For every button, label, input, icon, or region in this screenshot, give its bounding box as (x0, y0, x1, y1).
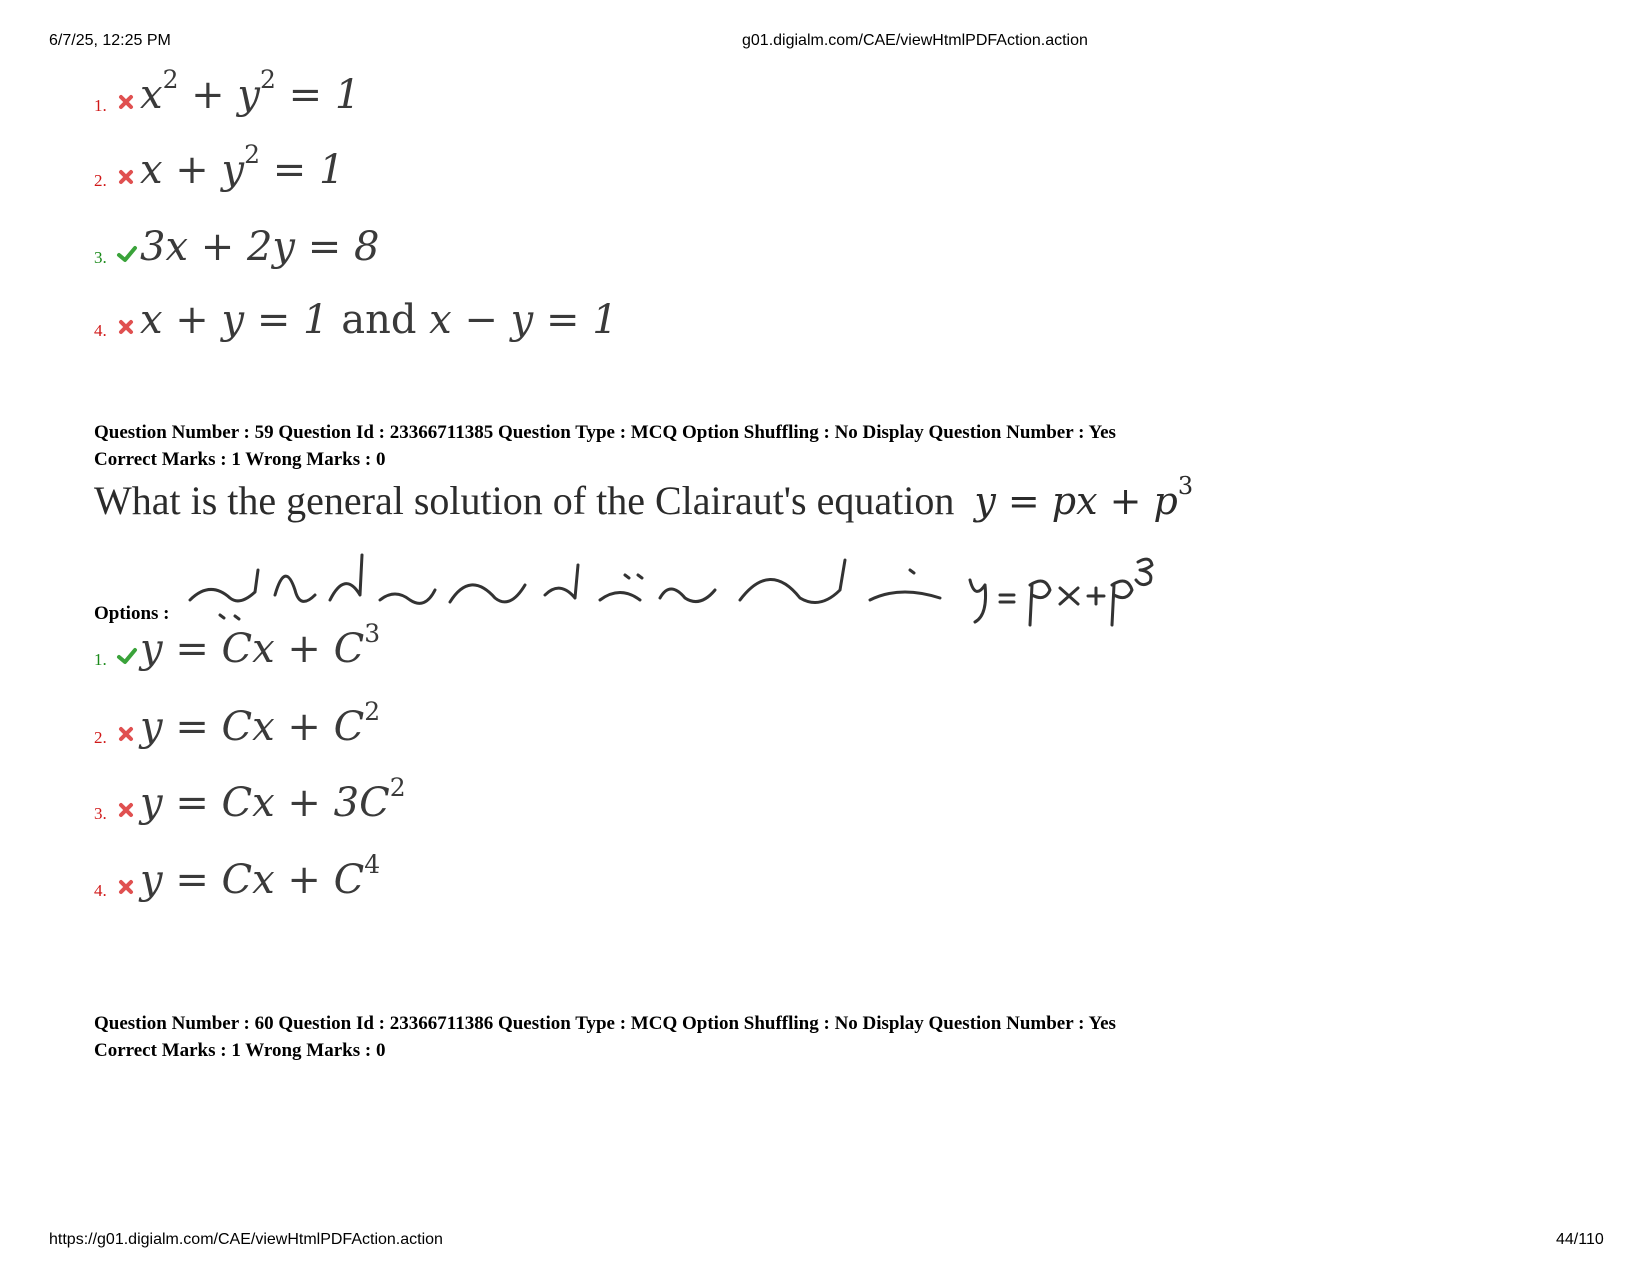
option-expression: 3x + 2y = 8 (140, 224, 380, 270)
prev-option-3 (94, 212, 794, 272)
option-number: 1. (94, 96, 107, 115)
option-number: 4. (94, 881, 107, 900)
q60-meta-line1: Question Number : 60 Question Id : 23366711386 Question Type : MCQ Option Shuffling : No Display Question Number : Yes (94, 1013, 1116, 1034)
cross-icon (116, 317, 138, 337)
cross-icon (116, 877, 138, 897)
option-number: 1. (94, 650, 107, 669)
q59-option-4 (94, 845, 794, 905)
cross-icon (116, 92, 138, 112)
option-number: 3. (94, 248, 107, 267)
prev-option-1 (94, 60, 794, 120)
option-number: 4. (94, 321, 107, 340)
option-expression: $y = Cx + 3C^2$ (140, 773, 406, 826)
q59-question-text: What is the general solution of the Clairaut's equation y = px + $p^3$ (94, 472, 1194, 523)
cross-icon (116, 167, 138, 187)
print-footer-url: https://g01.digialm.com/CAE/viewHtmlPDFAction.action (49, 1231, 443, 1248)
option-number: 2. (94, 728, 107, 747)
print-datetime: 6/7/25, 12:25 PM (49, 32, 171, 49)
option-number: 3. (94, 804, 107, 823)
q60-meta-line2: Correct Marks : 1 Wrong Marks : 0 (94, 1040, 386, 1061)
cross-icon (116, 724, 138, 744)
check-icon (116, 646, 138, 666)
q59-option-1 (94, 614, 794, 674)
q59-equation: y = px + $p^3$ (974, 472, 1194, 523)
option-expression: $y = Cx + C^2$ (140, 697, 381, 750)
cross-icon (116, 800, 138, 820)
option-expression: $y = Cx + C^4$ (140, 850, 381, 903)
prev-option-2 (94, 135, 794, 195)
q59-options-label: Options : (94, 603, 170, 624)
q59-option-2 (94, 692, 794, 752)
q59-meta-line2: Correct Marks : 1 Wrong Marks : 0 (94, 449, 386, 470)
option-expression: $x + y^2 = 1$ (140, 140, 345, 193)
option-expression: x + y = 1 and x − y = 1 (140, 297, 618, 343)
option-expression: $y = Cx + C^3$ (140, 619, 381, 672)
option-number: 2. (94, 171, 107, 190)
prev-option-4 (94, 285, 794, 345)
q59-option-3 (94, 768, 794, 828)
check-icon (116, 244, 138, 264)
q59-meta-line1: Question Number : 59 Question Id : 23366711385 Question Type : MCQ Option Shuffling : No Display Question Number : Yes (94, 422, 1116, 443)
option-expression: $x^2 + y^2 = 1$ (140, 65, 361, 118)
print-page-title: g01.digialm.com/CAE/viewHtmlPDFAction.action (742, 32, 1088, 49)
print-page-counter: 44/110 (1556, 1231, 1604, 1248)
